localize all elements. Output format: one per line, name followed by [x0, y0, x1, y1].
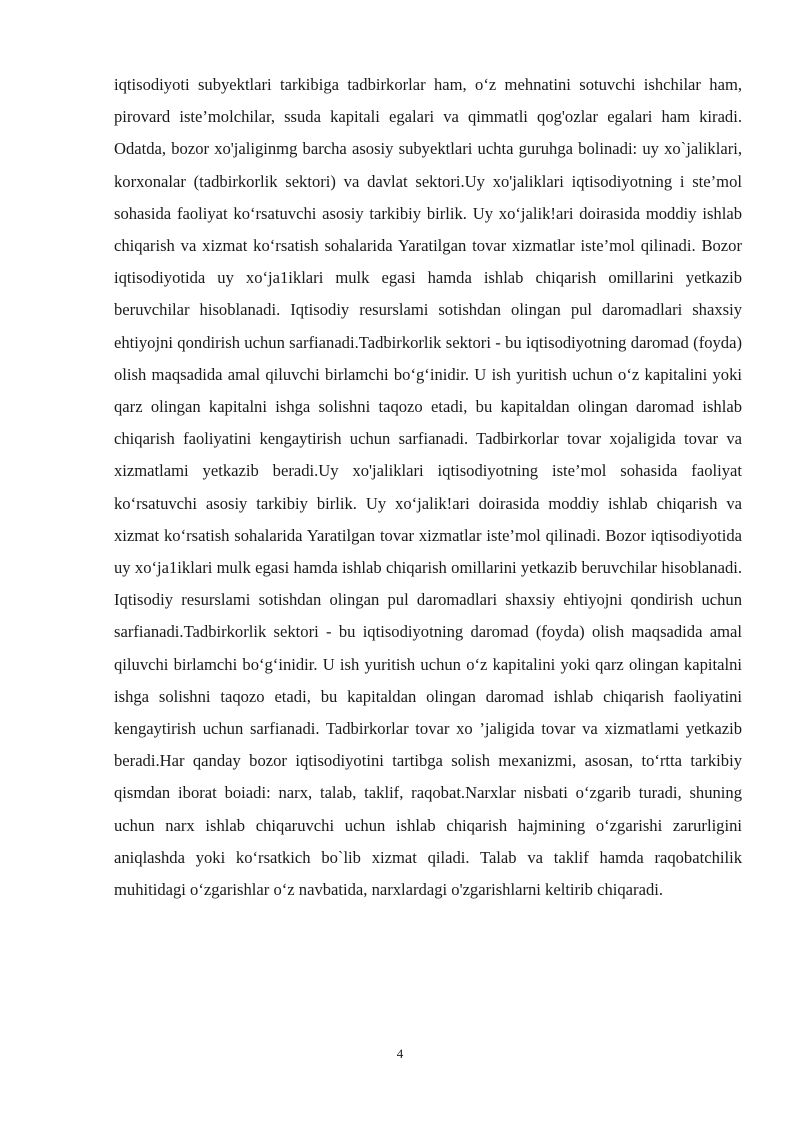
body-paragraph: iqtisodiyoti subyektlari tarkibiga tadbirkorlar ham, o‘z mehnatini sotuvchi ishchilar ham, pirovard iste’molchilar, ssuda kapitali egalari va qimmatli qog'ozlar egalari ham kiradi. Odatda, bozor xo'jaliginmg barcha asosiy subyektlari uchta guruhga bolinadi: uy xo`jaliklari, korxonalar (tadbirkorlik sektori) va davlat sektori.Uy xo'jaliklari iqtisodiyotning i ste’mol sohasida faoliyat ko‘rsatuvchi asosiy tarkibiy birlik. Uy xo‘jalik!ari doirasida moddiy ishlab chiqarish va xizmat ko‘rsatish sohalarida Yaratilgan tovar xizmatlar iste’mol qilinadi. Bozor iqtisodiyotida uy xo‘ja1iklari mulk egasi hamda ishlab chiqarish omillarini yetkazib beruvchilar hisoblanadi. Iqtisodiy resurslami sotishdan olingan pul daromadlari shaxsiy ehtiyojni qondirish uchun sarfianadi.Tadbirkorlik sektori - bu iqtisodiyotning daromad (foyda) olish maqsadida amal qiluvchi birlamchi bo‘g‘inidir. U ish yuritish uchun o‘z kapitalini yoki qarz olingan kapitalni ishga solishni taqozo etadi, bu kapitaldan olingan daromad ishlab chiqarish faoliyatini kengaytirish uchun sarfianadi. Tadbirkorlar tovar xojaligida tovar va xizmatlami yetkazib beradi.Uy xo'jaliklari iqtisodiyotning iste’mol sohasida faoliyat ko‘rsatuvchi asosiy tarkibiy birlik. Uy xo‘jalik!ari doirasida moddiy ishlab chiqarish va xizmat ko‘rsatish sohalarida Yaratilgan tovar xizmatlar iste’mol qilinadi. Bozor iqtisodiyotida uy xo‘ja1iklari mulk egasi hamda ishlab chiqarish omillarini yetkazib beruvchilar hisoblanadi. Iqtisodiy resurslami sotishdan olingan pul daromadlari shaxsiy ehtiyojni qondirish uchun sarfianadi.Tadbirkorlik sektori - bu iqtisodiyotning daromad (foyda) olish maqsadida amal qiluvchi birlamchi bo‘g‘inidir. U ish yuritish uchun o‘z kapitalini yoki qarz olingan kapitalni ishga solishni taqozo etadi, bu kapitaldan olingan daromad ishlab chiqarish faoliyatini kengaytirish uchun sarfianadi. Tadbirkorlar tovar xo ’jaligida tovar va xizmatlami yetkazib beradi.Har qanday bozor iqtisodiyotini tartibga solish mexanizmi, asosan, to‘rtta tarkibiy qismdan iborat boiadi: narx, talab, taklif, raqobat.Narxlar nisbati o‘zgarib turadi, shuning uchun narx ishlab chiqaruvchi uchun ishlab chiqarish hajmining o‘zgarishi zarurligini aniqlashda yoki ko‘rsatkich bo`lib xizmat qiladi. Talab va taklif hamda raqobatchilik muhitidagi o‘zgarishlar o‘z navbatida, narxlardagi o'zgarishlarni keltirib chiqaradi. [114, 75, 742, 900]
page-number: 4 [396, 1046, 404, 1061]
